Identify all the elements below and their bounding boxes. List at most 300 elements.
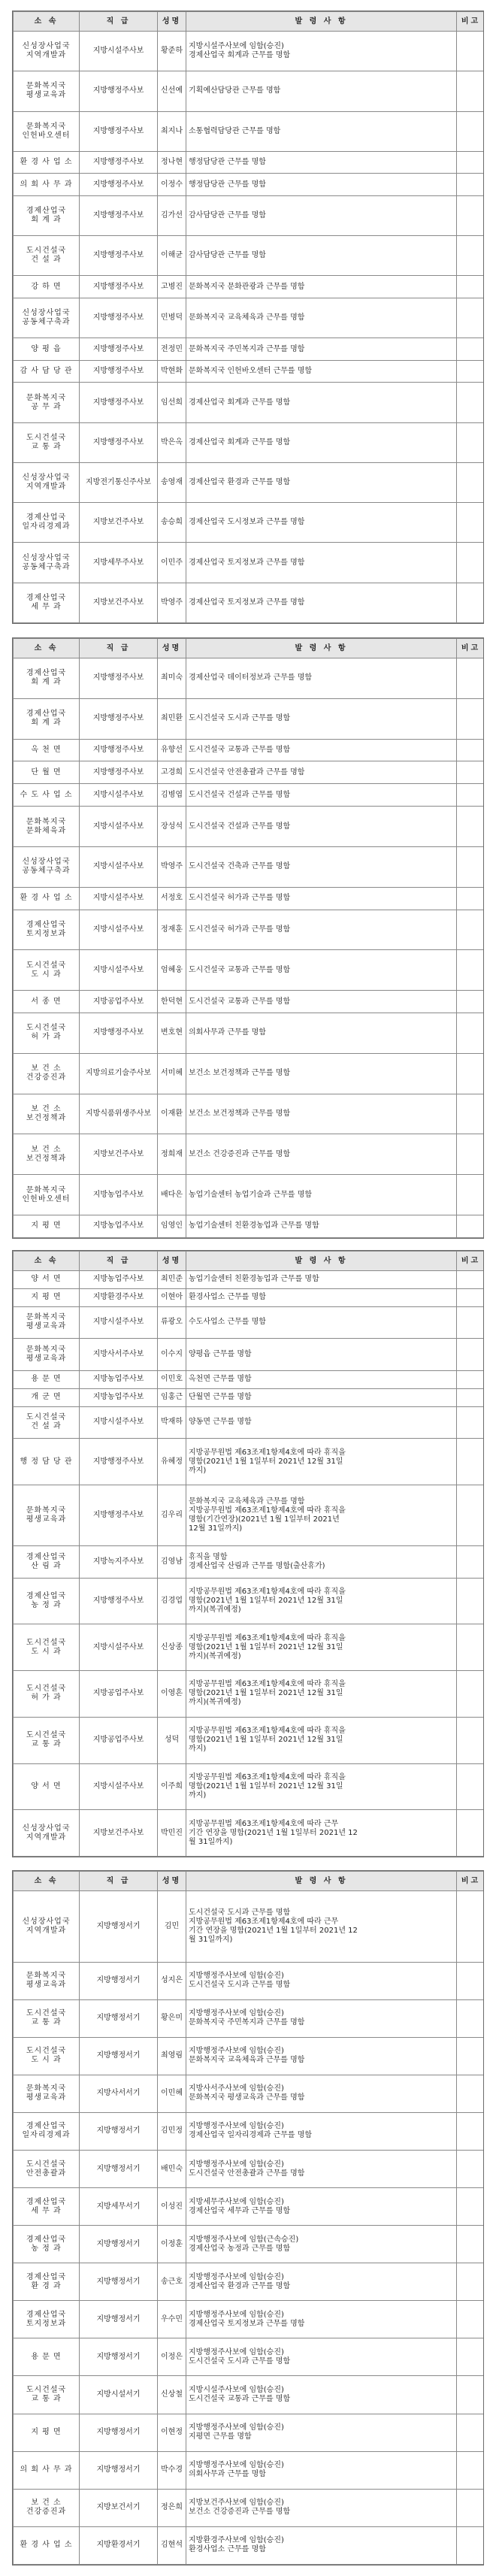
dept-line: 경제산업국: [26, 1591, 67, 1600]
rank-cell: 지방행정주사보: [80, 298, 158, 338]
dept-line: 신성장사업국: [22, 1917, 71, 1926]
dept-line: 허 가 과: [31, 1694, 62, 1703]
order-cell: [186, 2338, 457, 2376]
rank-cell: 지방시설주사보: [80, 1624, 158, 1671]
name-cell: 신상철: [158, 2376, 186, 2414]
dept-cell: [14, 1406, 80, 1439]
rank-cell: 지방행정주사보: [80, 1013, 158, 1054]
note-cell: [457, 807, 485, 847]
order-line: 경제산업국 토지정보과 근무를 명함: [189, 558, 305, 567]
name-cell: 최영림: [158, 2037, 186, 2075]
note-cell: [457, 1763, 485, 1810]
order-line: 까지)(복귀예정): [189, 1651, 241, 1660]
rank-cell: 지방행정서기: [80, 1962, 158, 1999]
dept-line: 보 건 소: [31, 1064, 62, 1073]
dept-cell: [14, 2338, 80, 2376]
order-line: 의회사무과 근무를 명함: [189, 2470, 266, 2479]
note-cell: [457, 2075, 485, 2112]
order-cell: [186, 1578, 457, 1624]
dept-cell: [14, 1013, 80, 1054]
name-cell: 정나현: [158, 151, 186, 174]
table-row: [14, 2226, 485, 2263]
note-cell: [457, 2526, 485, 2564]
dept-line: 경제산업국: [26, 921, 67, 930]
dept-cell: [14, 1288, 80, 1306]
dept-cell: [14, 383, 80, 422]
order-line: 문화복지국 인헌바오센터 근무를 명함: [189, 367, 313, 376]
dept-line: 수 도 사 업 소: [20, 790, 73, 799]
dept-line: 인헌바오센터: [22, 131, 71, 140]
order-cell: [186, 910, 457, 950]
order-cell: [186, 174, 457, 196]
order-cell: [186, 422, 457, 462]
name-cell: 고병진: [158, 276, 186, 298]
table-row: [14, 887, 485, 910]
order-cell: [186, 1962, 457, 1999]
dept-line: 경제산업국: [26, 1552, 67, 1561]
rank-cell: 지방농업주사보: [80, 1215, 158, 1237]
order-line: 경제산업국 토지정보과 근무를 명함: [189, 598, 305, 607]
name-cell: 신상종: [158, 1624, 186, 1671]
order-line: 경제산업국 환경과 근무를 명함: [189, 2281, 291, 2290]
name-cell: 이주희: [158, 1763, 186, 1810]
document-page: [12, 1250, 484, 1857]
order-line: 지방보건주사보에 임함(승진): [189, 2499, 284, 2508]
note-cell: [457, 1891, 485, 1963]
dept-line: 교 통 과: [31, 1740, 62, 1749]
name-cell: 박은옥: [158, 422, 186, 462]
note-cell: [457, 910, 485, 950]
order-line: 농업기술센터 친환경농업과 근무를 명함: [189, 1275, 319, 1284]
order-line: 문화복지국 교육체육과 근무를 명함: [189, 313, 305, 322]
order-cell: [186, 1134, 457, 1175]
dept-cell: [14, 236, 80, 276]
note-cell: [457, 195, 485, 235]
order-cell: [186, 1339, 457, 1371]
table-row: [14, 1175, 485, 1215]
table-row: [14, 2414, 485, 2451]
order-cell: [186, 1439, 457, 1485]
order-line: 까지): [189, 1790, 207, 1800]
rank-cell: 지방시설주사보: [80, 784, 158, 807]
dept-line: 용 문 면: [31, 2352, 62, 2361]
rank-cell: 지방행정주사보: [80, 174, 158, 196]
order-line: 경제산업국 일자리경제과 근무를 명함: [189, 2131, 313, 2140]
name-cell: 이재환: [158, 1094, 186, 1134]
dept-cell: [14, 2414, 80, 2451]
header-order: 발 령 사 항: [186, 12, 457, 32]
rank-cell: 지방행정주사보: [80, 1578, 158, 1624]
dept-cell: [14, 1053, 80, 1094]
dept-cell: [14, 846, 80, 887]
name-cell: 이영흔: [158, 1671, 186, 1718]
dept-line: 일자리경제과: [22, 2131, 71, 2140]
dept-line: 회 계 과: [31, 719, 62, 728]
table-row: [14, 2301, 485, 2338]
order-line: 경제산업국 산림과 근무를 명함(출산휴가): [189, 1561, 325, 1570]
rank-cell: 지방행정주사보: [80, 1485, 158, 1546]
name-cell: 유혜정: [158, 1439, 186, 1485]
order-line: 도시건설국 건설과 근무를 명함: [189, 822, 291, 831]
dept-line: 경제산업국: [26, 2197, 67, 2206]
order-line: 도시건설국 허가과 근무를 명함: [189, 894, 291, 903]
note-cell: [457, 2112, 485, 2150]
name-cell: 최민준: [158, 1271, 186, 1289]
note-cell: [457, 1388, 485, 1406]
document-page: [12, 1870, 484, 2565]
name-cell: 박영주: [158, 583, 186, 622]
rank-cell: 지방시설주사보: [80, 807, 158, 847]
order-line: 단월면 근무를 명함: [189, 1393, 252, 1402]
dept-line: 경제산업국: [26, 2235, 67, 2244]
note-cell: [457, 2037, 485, 2075]
order-cell: [186, 784, 457, 807]
table-row: [14, 807, 485, 847]
dept-line: 보 건 소: [31, 2499, 62, 2508]
order-cell: [186, 543, 457, 583]
header-name: 성명: [158, 12, 186, 32]
dept-cell: [14, 2226, 80, 2263]
order-line: 지방행정주사보에 임함(승진): [189, 2122, 284, 2131]
order-line: 도시건설국 안전총괄과 근무를 명함: [189, 2169, 305, 2178]
order-line: 의회사무과 근무를 명함: [189, 1028, 266, 1037]
table-row: [14, 1891, 485, 1963]
dept-line: 도시건설국: [26, 1413, 67, 1422]
rank-cell: 지방보건주사보: [80, 583, 158, 622]
order-line: 지방공무원법 제63조제1항제4호에 따라 휴직을: [189, 1727, 346, 1736]
order-cell: [186, 1094, 457, 1134]
order-line: 도시건설국 도시과 근무를 명함: [189, 714, 291, 723]
dept-line: 신성장사업국: [22, 1824, 71, 1833]
name-cell: 민병덕: [158, 298, 186, 338]
table-row: [14, 543, 485, 583]
dept-line: 교 통 과: [31, 442, 62, 451]
dept-line: 경제산업국: [26, 207, 67, 216]
dept-line: 도시건설국: [26, 2160, 67, 2169]
dept-cell: [14, 1962, 80, 1999]
order-line: 지방행정주사보에 임함(승진): [189, 2347, 284, 2357]
order-line: 까지)(복귀예정): [189, 1605, 241, 1614]
dept-cell: [14, 2188, 80, 2226]
dept-cell: [14, 698, 80, 739]
dept-line: 문화복지국: [26, 1506, 67, 1515]
order-line: 도시건설국 교통과 근무를 명함: [189, 997, 291, 1006]
dept-line: 교 통 과: [31, 2394, 62, 2403]
rank-cell: 지방전기통신주사보: [80, 462, 158, 502]
name-cell: 이해균: [158, 236, 186, 276]
rank-cell: 지방농업주사보: [80, 1175, 158, 1215]
dept-cell: [14, 761, 80, 784]
order-cell: [186, 1891, 457, 1963]
dept-line: 보 건 소: [31, 1145, 62, 1154]
order-cell: [186, 658, 457, 699]
order-line: 도시건설국 도시과 근무를 명함: [189, 1981, 291, 1990]
order-line: 지방공무원법 제63조제1항제4호에 따라 근무: [189, 1819, 339, 1828]
order-cell: [186, 298, 457, 338]
rank-cell: 지방행정주사보: [80, 383, 158, 422]
dept-cell: [14, 1891, 80, 1963]
dept-cell: [14, 2526, 80, 2564]
order-line: 도시건설국 허가과 근무를 명함: [189, 925, 291, 934]
rank-cell: 지방행정서기: [80, 2112, 158, 2150]
note-cell: [457, 71, 485, 111]
table-header-row: [14, 639, 485, 658]
table-row: [14, 2489, 485, 2526]
table-row: [14, 910, 485, 950]
dept-line: 서 종 면: [31, 997, 62, 1006]
name-cell: 송영재: [158, 462, 186, 502]
header-dept: 소 속: [14, 639, 80, 658]
header-note: 비고: [457, 1872, 485, 1891]
table-row: [14, 195, 485, 235]
dept-line: 지 평 면: [31, 1293, 62, 1302]
table-row: [14, 32, 485, 71]
order-cell: [186, 583, 457, 622]
dept-line: 건 설 과: [31, 1422, 62, 1431]
dept-cell: [14, 503, 80, 543]
table-row: [14, 1578, 485, 1624]
dept-cell: [14, 991, 80, 1013]
rank-cell: 지방행정주사보: [80, 422, 158, 462]
header-order: 발 령 사 항: [186, 1252, 457, 1271]
table-header-row: [14, 1872, 485, 1891]
order-line: 문화복지국 주민복지과 근무를 명함: [189, 344, 305, 353]
table-row: [14, 71, 485, 111]
note-cell: [457, 658, 485, 699]
dept-line: 도시건설국: [26, 1024, 67, 1033]
dept-cell: [14, 338, 80, 361]
name-cell: 최지나: [158, 111, 186, 151]
order-line: 지방시설주사보에 임함(승진): [189, 42, 284, 51]
order-line: 까지): [189, 1466, 207, 1475]
order-cell: [186, 846, 457, 887]
rank-cell: 지방시설주사보: [80, 887, 158, 910]
order-cell: [186, 2226, 457, 2263]
order-cell: [186, 1671, 457, 1718]
order-line: 보건소 보건정책과 근무를 명함: [189, 1109, 291, 1118]
name-cell: 김현석: [158, 2526, 186, 2564]
dept-line: 문화복지국: [26, 1972, 67, 1981]
rank-cell: 지방환경서기: [80, 2526, 158, 2564]
order-line: 지평면 근무를 명함: [189, 2432, 252, 2441]
dept-cell: [14, 1271, 80, 1289]
rank-cell: 지방행정주사보: [80, 195, 158, 235]
table-row: [14, 1717, 485, 1763]
order-line: 지방행정주사보에 임함(승진): [189, 1972, 284, 1981]
note-cell: [457, 151, 485, 174]
order-line: 문화복지국 교육체육과 근무를 명함: [189, 2056, 305, 2065]
name-cell: 황은미: [158, 1999, 186, 2037]
dept-line: 문화복지국: [26, 2084, 67, 2093]
dept-line: 도시건설국: [26, 2385, 67, 2394]
order-cell: [186, 1763, 457, 1810]
name-cell: 성지은: [158, 1962, 186, 1999]
order-cell: [186, 1406, 457, 1439]
dept-cell: [14, 658, 80, 699]
note-cell: [457, 174, 485, 196]
order-line: 도시건설국 교통과 근무를 명함: [189, 746, 291, 754]
dept-cell: [14, 195, 80, 235]
dept-line: 의 회 사 무 과: [20, 2466, 73, 2475]
rank-cell: 지방농업주사보: [80, 1271, 158, 1289]
dept-line: 문화복지국: [26, 82, 67, 91]
dept-cell: [14, 807, 80, 847]
dept-line: 일자리경제과: [22, 522, 71, 531]
name-cell: 김병엽: [158, 784, 186, 807]
header-rank: 직 급: [80, 1252, 158, 1271]
order-line: 소통협력담당관 근무를 명함: [189, 126, 281, 135]
personnel-table: [13, 11, 484, 623]
dept-cell: [14, 1388, 80, 1406]
note-cell: [457, 2414, 485, 2451]
dept-cell: [14, 1094, 80, 1134]
dept-cell: [14, 583, 80, 622]
dept-cell: [14, 2451, 80, 2489]
order-line: 지방공무원법 제63조제1항제4호에 따라 휴직을: [189, 1772, 346, 1781]
order-line: 지방사서주사보에 임함(승진): [189, 2084, 284, 2093]
rank-cell: 지방행정주사보: [80, 111, 158, 151]
note-cell: [457, 784, 485, 807]
order-cell: [186, 151, 457, 174]
rank-cell: 지방시설주사보: [80, 1406, 158, 1439]
personnel-table: [13, 1251, 484, 1857]
order-cell: [186, 2188, 457, 2226]
dept-line: 용 문 면: [31, 1375, 62, 1384]
note-cell: [457, 1013, 485, 1054]
name-cell: 변호현: [158, 1013, 186, 1054]
dept-cell: [14, 543, 80, 583]
dept-line: 경제산업국: [26, 513, 67, 522]
dept-line: 경제산업국: [26, 2122, 67, 2131]
dept-line: 회 계 과: [31, 678, 62, 687]
dept-cell: [14, 2489, 80, 2526]
order-line: 보건소 건강증진과 근무를 명함: [189, 2508, 291, 2517]
order-cell: [186, 761, 457, 784]
rank-cell: 지방농업주사보: [80, 1388, 158, 1406]
name-cell: 엄혜웅: [158, 950, 186, 991]
order-cell: [186, 1624, 457, 1671]
order-line: 도시건설국 교통과 근무를 명함: [189, 2394, 291, 2403]
dept-line: 도시건설국: [26, 1731, 67, 1740]
order-line: 12월 31일까지): [189, 1524, 243, 1533]
dept-line: 공 무 과: [31, 402, 62, 411]
rank-cell: 지방시설주사보: [80, 32, 158, 71]
note-cell: [457, 739, 485, 761]
dept-line: 평생교육과: [26, 1322, 67, 1331]
rank-cell: 지방행정주사보: [80, 151, 158, 174]
dept-cell: [14, 276, 80, 298]
dept-cell: [14, 151, 80, 174]
table-row: [14, 1545, 485, 1578]
dept-line: 경제산업국: [26, 2310, 67, 2319]
dept-line: 환 경 사 업 소: [20, 894, 73, 903]
table-row: [14, 338, 485, 361]
order-cell: [186, 2037, 457, 2075]
dept-cell: [14, 1717, 80, 1763]
order-line: 양동면 근무를 명함: [189, 1418, 252, 1427]
dept-line: 산 림 과: [31, 1561, 62, 1570]
order-line: 까지)(복귀예정): [189, 1698, 241, 1707]
order-line: 지방공무원법 제63조제1항제4호에 따라 휴직을: [189, 1448, 346, 1457]
order-cell: [186, 2414, 457, 2451]
dept-cell: [14, 1485, 80, 1546]
dept-line: 옥 천 면: [31, 746, 62, 754]
order-line: 문화복지국 문화관광과 근무를 명함: [189, 282, 305, 291]
dept-cell: [14, 2376, 80, 2414]
order-line: 보건소 건강증진과 근무를 명함: [189, 1149, 291, 1158]
note-cell: [457, 338, 485, 361]
order-line: 기간 연장을 명함(2021년 1월 1일부터 2021년 12: [189, 1926, 358, 1935]
note-cell: [457, 583, 485, 622]
dept-cell: [14, 462, 80, 502]
rank-cell: 지방행정서기: [80, 2263, 158, 2301]
order-line: 지방공무원법 제63조제1항제4호에 따라 휴직을: [189, 1680, 346, 1689]
dept-line: 평생교육과: [26, 91, 67, 100]
order-line: 명함(2021년 1월 1일부터 2021년 12월 31일: [189, 1642, 343, 1651]
rank-cell: 지방식품위생주사보: [80, 1094, 158, 1134]
note-cell: [457, 111, 485, 151]
order-cell: [186, 991, 457, 1013]
order-cell: [186, 360, 457, 383]
dept-cell: [14, 1371, 80, 1389]
table-row: [14, 1763, 485, 1810]
order-cell: [186, 1388, 457, 1406]
dept-cell: [14, 1545, 80, 1578]
note-cell: [457, 2226, 485, 2263]
rank-cell: 지방녹지주사보: [80, 1545, 158, 1578]
dept-line: 농 정 과: [31, 1600, 62, 1609]
rank-cell: 지방행정주사보: [80, 658, 158, 699]
dept-line: 문화체육과: [26, 826, 67, 835]
order-cell: [186, 950, 457, 991]
note-cell: [457, 1717, 485, 1763]
dept-line: 도시건설국: [26, 2009, 67, 2018]
dept-cell: [14, 298, 80, 338]
note-cell: [457, 1406, 485, 1439]
note-cell: [457, 1306, 485, 1339]
name-cell: 최미숙: [158, 658, 186, 699]
header-name: 성명: [158, 1872, 186, 1891]
table-row: [14, 298, 485, 338]
dept-line: 회 계 과: [31, 216, 62, 225]
table-row: [14, 462, 485, 502]
dept-cell: [14, 1999, 80, 2037]
order-line: 경제산업국 회계과 근무를 명함: [189, 51, 291, 60]
order-cell: [186, 111, 457, 151]
dept-line: 도시건설국: [26, 247, 67, 256]
name-cell: 류광오: [158, 1306, 186, 1339]
table-row: [14, 950, 485, 991]
dept-line: 양 서 면: [31, 1781, 62, 1790]
name-cell: 고경희: [158, 761, 186, 784]
table-row: [14, 1288, 485, 1306]
dept-cell: [14, 2112, 80, 2150]
order-line: 지방행정주사보에 임함(승진): [189, 2009, 284, 2018]
name-cell: 이정훈: [158, 2226, 186, 2263]
dept-line: 경제산업국: [26, 2272, 67, 2281]
dept-line: 경제산업국: [26, 669, 67, 678]
table-row: [14, 360, 485, 383]
dept-line: 지 평 면: [31, 2428, 62, 2437]
order-line: 보건소 보건정책과 근무를 명함: [189, 1069, 291, 1078]
name-cell: 김영남: [158, 1545, 186, 1578]
name-cell: 서정호: [158, 887, 186, 910]
name-cell: 장성석: [158, 807, 186, 847]
name-cell: 이민주: [158, 543, 186, 583]
dept-cell: [14, 950, 80, 991]
order-line: 문화복지국 교육체육과 근무를 명함: [189, 1497, 305, 1506]
dept-line: 환 경 사 업 소: [20, 158, 73, 167]
